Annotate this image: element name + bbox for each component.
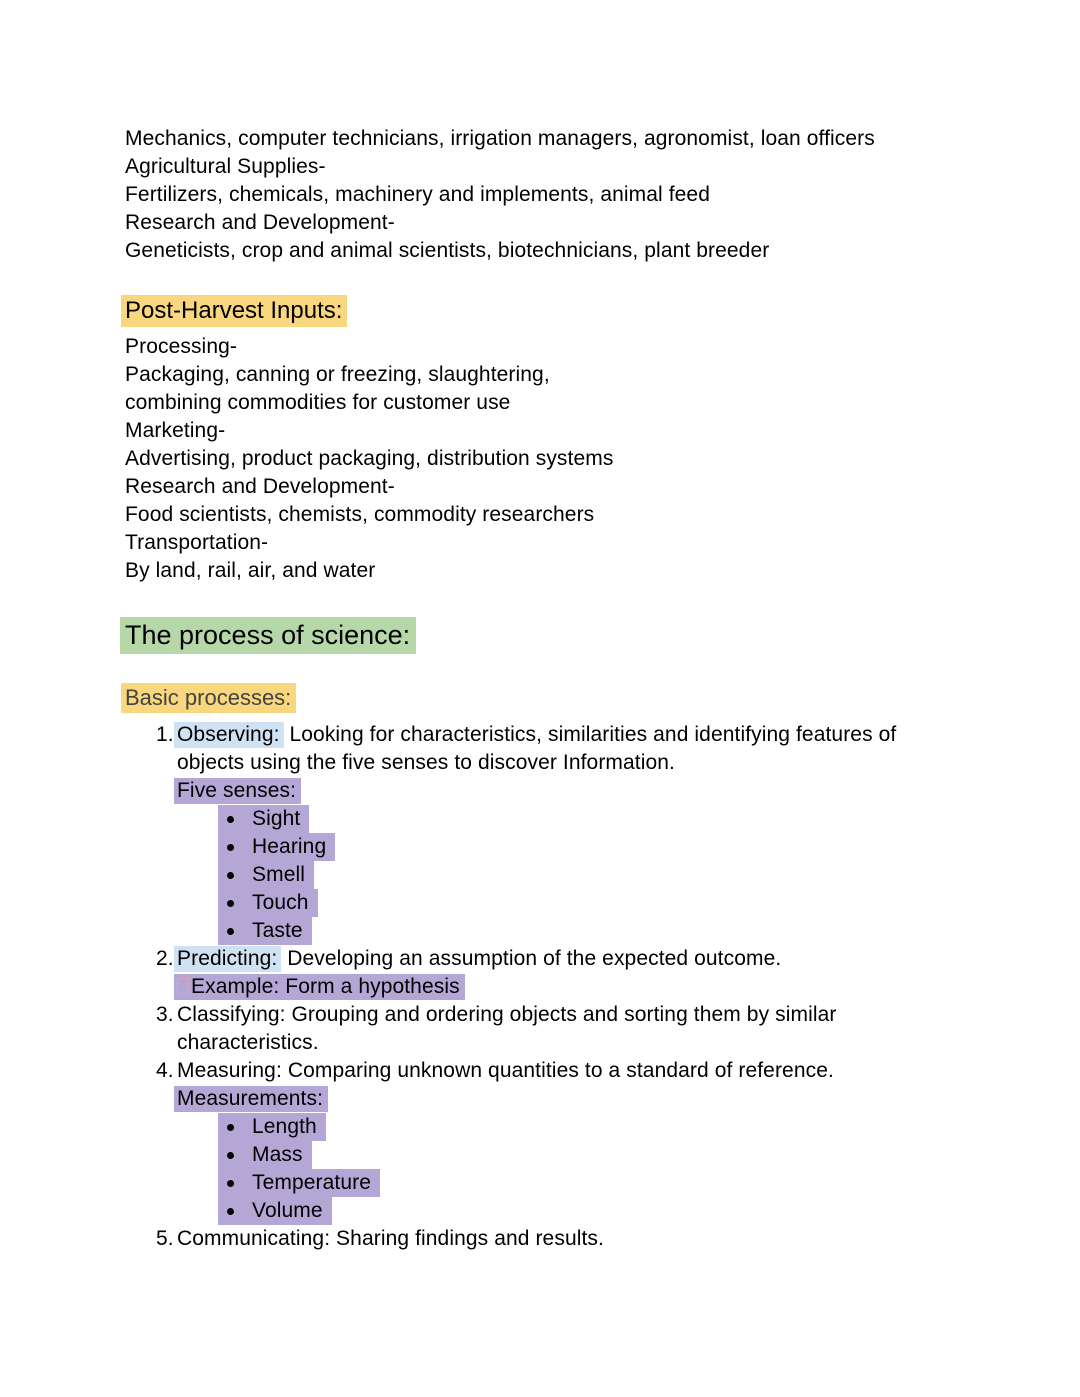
list-number: 5.	[156, 1227, 174, 1250]
item-text: Developing an assumption of the expected outcome.	[281, 947, 782, 970]
missing-glyph-box-icon	[177, 978, 189, 994]
bullet-label: Hearing	[252, 835, 327, 858]
post-harvest-line: Advertising, product packaging, distribution systems	[125, 447, 614, 470]
five-senses-bullets	[177, 805, 935, 945]
bullet-dot-icon	[227, 844, 234, 851]
bullet-dot-icon	[227, 872, 234, 879]
bullet-label: Length	[252, 1115, 317, 1138]
post-harvest-paragraph	[125, 333, 935, 585]
example-line	[177, 973, 935, 1001]
bullet-dot-icon	[227, 1124, 234, 1131]
bullet-item	[177, 805, 935, 833]
bullet-label: Smell	[252, 863, 306, 886]
item-text: Measuring: Comparing unknown quantities to a standard of reference.	[177, 1059, 834, 1082]
basic-processes-list	[125, 721, 935, 1253]
bullet-item	[177, 1113, 935, 1141]
list-item-communicating	[156, 1225, 935, 1253]
item-text: Classifying: Grouping and ordering objects and sorting them by similar characteristics.	[177, 1003, 837, 1054]
basic-processes-heading	[125, 684, 935, 712]
measurements-label: Measurements:	[174, 1086, 328, 1112]
bullet-dot-icon	[227, 1180, 234, 1187]
bullet-dot-icon	[227, 1208, 234, 1215]
list-item-classifying	[156, 1001, 935, 1057]
bullet-item	[177, 1169, 935, 1197]
list-item-predicting	[156, 945, 935, 1001]
measurements-label-line	[177, 1085, 935, 1113]
post-harvest-line: Food scientists, chemists, commodity researchers	[125, 503, 595, 526]
post-harvest-line: Marketing-	[125, 419, 226, 442]
list-item-observing	[156, 721, 935, 945]
bullet-item	[177, 917, 935, 945]
bullet-label: Touch	[252, 891, 309, 914]
intro-line: Research and Development-	[125, 211, 395, 234]
document-content	[125, 125, 935, 1253]
term-highlight: Predicting:	[174, 946, 281, 972]
bullet-item	[177, 861, 935, 889]
bullet-label: Taste	[252, 919, 303, 942]
post-harvest-line: Research and Development-	[125, 475, 395, 498]
post-harvest-line: Processing-	[125, 335, 237, 358]
five-senses-label: Five senses:	[174, 778, 301, 804]
process-of-science-heading-text: The process of science:	[120, 617, 416, 654]
intro-line: Geneticists, crop and animal scientists, biotechnicians, plant breeder	[125, 239, 770, 262]
bullet-item	[177, 1197, 935, 1225]
post-harvest-heading	[125, 295, 935, 327]
process-of-science-heading	[125, 617, 935, 653]
example-text: Example: Form a hypothesis	[191, 975, 460, 998]
intro-line: Fertilizers, chemicals, machinery and implements, animal feed	[125, 183, 710, 206]
list-item-measuring	[156, 1057, 935, 1225]
bullet-item	[177, 889, 935, 917]
bullet-item	[177, 1141, 935, 1169]
list-number: 2.	[156, 947, 174, 970]
basic-processes-heading-text: Basic processes:	[121, 683, 296, 713]
item-text: Looking for characteristics, similarities and identifying features of objects using the five senses to discover Information.	[177, 723, 897, 774]
post-harvest-heading-text: Post-Harvest Inputs:	[121, 295, 347, 327]
list-number: 1.	[156, 723, 174, 746]
bullet-dot-icon	[227, 900, 234, 907]
term-highlight: Observing:	[174, 722, 284, 748]
list-number: 3.	[156, 1003, 174, 1026]
item-text: Communicating: Sharing findings and results.	[177, 1227, 604, 1250]
list-number: 4.	[156, 1059, 174, 1082]
measurements-bullets	[177, 1113, 935, 1225]
bullet-label: Volume	[252, 1199, 323, 1222]
bullet-dot-icon	[227, 816, 234, 823]
bullet-item	[177, 833, 935, 861]
post-harvest-line: combining commodities for customer use	[125, 391, 511, 414]
intro-paragraph	[125, 125, 935, 265]
post-harvest-line: Packaging, canning or freezing, slaughtering,	[125, 363, 550, 386]
post-harvest-line: By land, rail, air, and water	[125, 559, 376, 582]
bullet-dot-icon	[227, 1152, 234, 1159]
bullet-label: Sight	[252, 807, 301, 830]
five-senses-label-line	[177, 777, 935, 805]
bullet-label: Temperature	[252, 1171, 371, 1194]
bullet-dot-icon	[227, 928, 234, 935]
intro-line: Mechanics, computer technicians, irrigation managers, agronomist, loan officers	[125, 127, 875, 150]
intro-line: Agricultural Supplies-	[125, 155, 326, 178]
post-harvest-line: Transportation-	[125, 531, 269, 554]
bullet-label: Mass	[252, 1143, 303, 1166]
